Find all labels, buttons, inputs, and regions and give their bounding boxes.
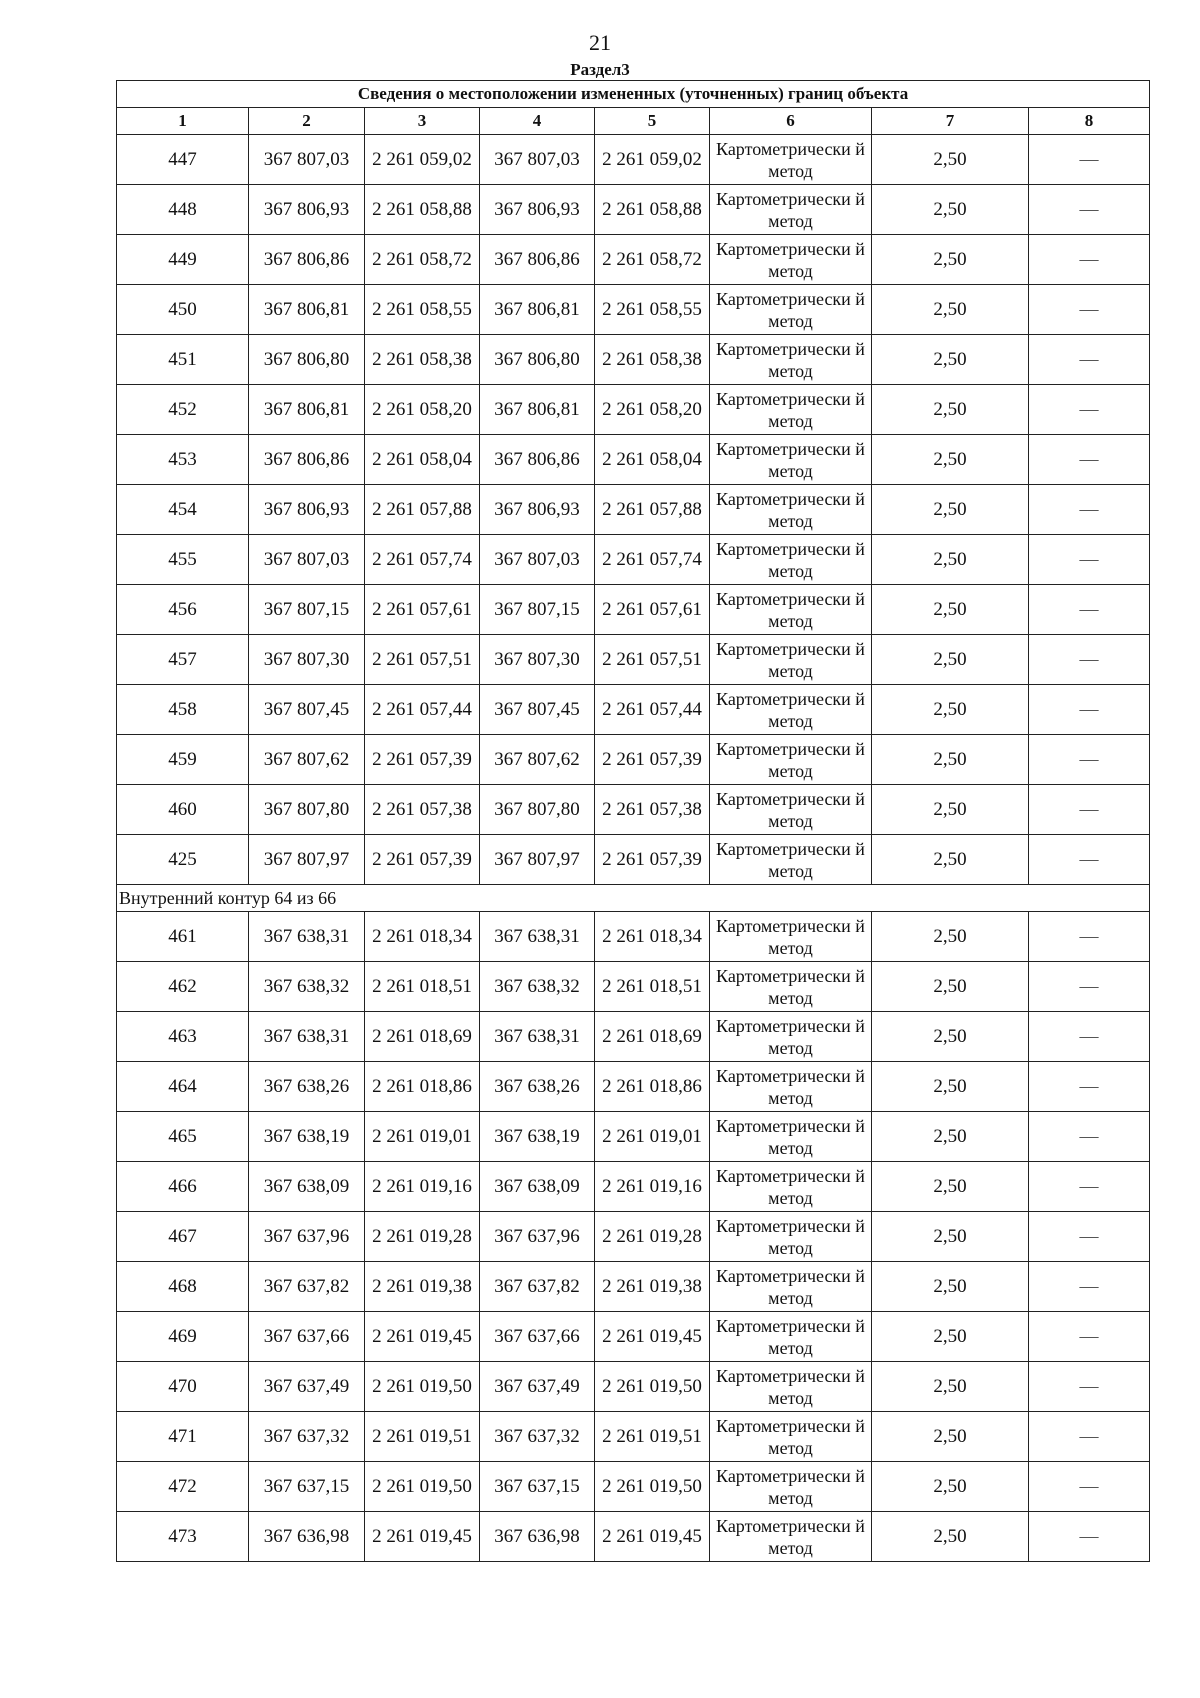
y-old-cell: 2 261 057,39 (365, 735, 480, 785)
note-cell: — (1029, 835, 1150, 885)
note-cell: — (1029, 685, 1150, 735)
accuracy-cell: 2,50 (872, 185, 1029, 235)
point-number-cell: 453 (117, 435, 249, 485)
y-old-cell: 2 261 057,51 (365, 635, 480, 685)
method-cell: Картометрически й метод (710, 1212, 872, 1262)
note-cell: — (1029, 535, 1150, 585)
y-new-cell: 2 261 057,38 (595, 785, 710, 835)
point-number-cell: 460 (117, 785, 249, 835)
x-new-cell: 367 806,81 (480, 385, 595, 435)
point-number-cell: 458 (117, 685, 249, 735)
y-new-cell: 2 261 057,88 (595, 485, 710, 535)
table-row (117, 285, 1150, 335)
accuracy-cell: 2,50 (872, 1312, 1029, 1362)
accuracy-cell: 2,50 (872, 285, 1029, 335)
column-number: 6 (710, 108, 872, 135)
note-cell: — (1029, 1162, 1150, 1212)
column-number: 1 (117, 108, 249, 135)
accuracy-cell: 2,50 (872, 135, 1029, 185)
x-old-cell: 367 807,15 (249, 585, 365, 635)
note-cell: — (1029, 235, 1150, 285)
table-row (117, 485, 1150, 535)
method-cell: Картометрически й метод (710, 962, 872, 1012)
note-cell: — (1029, 1062, 1150, 1112)
method-cell: Картометрически й метод (710, 735, 872, 785)
y-new-cell: 2 261 018,51 (595, 962, 710, 1012)
y-old-cell: 2 261 058,04 (365, 435, 480, 485)
x-new-cell: 367 807,45 (480, 685, 595, 735)
note-cell: — (1029, 962, 1150, 1012)
method-cell: Картометрически й метод (710, 1412, 872, 1462)
point-number-cell: 470 (117, 1362, 249, 1412)
note-cell: — (1029, 1362, 1150, 1412)
y-old-cell: 2 261 019,01 (365, 1112, 480, 1162)
accuracy-cell: 2,50 (872, 912, 1029, 962)
table-row (117, 835, 1150, 885)
table-row (117, 1312, 1150, 1362)
accuracy-cell: 2,50 (872, 785, 1029, 835)
accuracy-cell: 2,50 (872, 1512, 1029, 1562)
point-number-cell: 463 (117, 1012, 249, 1062)
x-new-cell: 367 807,62 (480, 735, 595, 785)
accuracy-cell: 2,50 (872, 635, 1029, 685)
point-number-cell: 461 (117, 912, 249, 962)
method-cell: Картометрически й метод (710, 385, 872, 435)
y-new-cell: 2 261 019,45 (595, 1512, 710, 1562)
y-old-cell: 2 261 057,39 (365, 835, 480, 885)
table-row (117, 1062, 1150, 1112)
accuracy-cell: 2,50 (872, 235, 1029, 285)
accuracy-cell: 2,50 (872, 1462, 1029, 1512)
note-cell: — (1029, 1012, 1150, 1062)
y-new-cell: 2 261 057,61 (595, 585, 710, 635)
x-old-cell: 367 807,62 (249, 735, 365, 785)
x-old-cell: 367 806,86 (249, 235, 365, 285)
point-number-cell: 449 (117, 235, 249, 285)
column-number: 5 (595, 108, 710, 135)
contour-row (117, 885, 1150, 912)
x-old-cell: 367 637,32 (249, 1412, 365, 1462)
table-row (117, 735, 1150, 785)
table-row (117, 235, 1150, 285)
y-new-cell: 2 261 019,51 (595, 1412, 710, 1462)
y-new-cell: 2 261 058,72 (595, 235, 710, 285)
note-cell: — (1029, 1462, 1150, 1512)
y-new-cell: 2 261 057,51 (595, 635, 710, 685)
table-row (117, 635, 1150, 685)
page-number: 21 (589, 30, 611, 55)
accuracy-cell: 2,50 (872, 585, 1029, 635)
y-new-cell: 2 261 019,50 (595, 1462, 710, 1512)
method-cell: Картометрически й метод (710, 1462, 872, 1512)
table-row (117, 1512, 1150, 1562)
y-new-cell: 2 261 057,39 (595, 835, 710, 885)
point-number-cell: 450 (117, 285, 249, 335)
y-old-cell: 2 261 058,20 (365, 385, 480, 435)
point-number-cell: 466 (117, 1162, 249, 1212)
x-new-cell: 367 638,31 (480, 1012, 595, 1062)
contour-label: Внутренний контур 64 из 66 (117, 885, 1150, 912)
x-new-cell: 367 806,86 (480, 435, 595, 485)
y-new-cell: 2 261 018,86 (595, 1062, 710, 1112)
method-cell: Картометрически й метод (710, 185, 872, 235)
x-old-cell: 367 806,93 (249, 185, 365, 235)
x-new-cell: 367 807,03 (480, 535, 595, 585)
x-new-cell: 367 806,81 (480, 285, 595, 335)
accuracy-cell: 2,50 (872, 435, 1029, 485)
y-old-cell: 2 261 018,86 (365, 1062, 480, 1112)
point-number-cell: 473 (117, 1512, 249, 1562)
y-new-cell: 2 261 019,16 (595, 1162, 710, 1212)
point-number-cell: 462 (117, 962, 249, 1012)
table-row (117, 1362, 1150, 1412)
y-old-cell: 2 261 057,38 (365, 785, 480, 835)
method-cell: Картометрически й метод (710, 1112, 872, 1162)
y-new-cell: 2 261 019,01 (595, 1112, 710, 1162)
y-new-cell: 2 261 057,39 (595, 735, 710, 785)
note-cell: — (1029, 912, 1150, 962)
column-number: 3 (365, 108, 480, 135)
note-cell: — (1029, 1512, 1150, 1562)
x-new-cell: 367 807,80 (480, 785, 595, 835)
accuracy-cell: 2,50 (872, 335, 1029, 385)
x-old-cell: 367 638,32 (249, 962, 365, 1012)
y-old-cell: 2 261 019,28 (365, 1212, 480, 1262)
y-old-cell: 2 261 057,61 (365, 585, 480, 635)
y-new-cell: 2 261 059,02 (595, 135, 710, 185)
x-old-cell: 367 636,98 (249, 1512, 365, 1562)
x-old-cell: 367 638,31 (249, 1012, 365, 1062)
accuracy-cell: 2,50 (872, 1412, 1029, 1462)
table-row (117, 1162, 1150, 1212)
x-new-cell: 367 637,15 (480, 1462, 595, 1512)
table-row (117, 1012, 1150, 1062)
x-old-cell: 367 637,15 (249, 1462, 365, 1512)
x-old-cell: 367 806,81 (249, 385, 365, 435)
y-old-cell: 2 261 057,88 (365, 485, 480, 535)
y-old-cell: 2 261 018,51 (365, 962, 480, 1012)
x-old-cell: 367 806,93 (249, 485, 365, 535)
accuracy-cell: 2,50 (872, 1362, 1029, 1412)
note-cell: — (1029, 735, 1150, 785)
y-old-cell: 2 261 058,72 (365, 235, 480, 285)
method-cell: Картометрически й метод (710, 785, 872, 835)
accuracy-cell: 2,50 (872, 962, 1029, 1012)
table-row (117, 435, 1150, 485)
method-cell: Картометрически й метод (710, 912, 872, 962)
point-number-cell: 455 (117, 535, 249, 585)
x-new-cell: 367 807,03 (480, 135, 595, 185)
x-old-cell: 367 637,82 (249, 1262, 365, 1312)
table-row (117, 1262, 1150, 1312)
note-cell: — (1029, 335, 1150, 385)
accuracy-cell: 2,50 (872, 1262, 1029, 1312)
method-cell: Картометрически й метод (710, 1012, 872, 1062)
x-new-cell: 367 638,19 (480, 1112, 595, 1162)
table-row (117, 185, 1150, 235)
y-old-cell: 2 261 019,45 (365, 1312, 480, 1362)
note-cell: — (1029, 785, 1150, 835)
table-row (117, 962, 1150, 1012)
x-old-cell: 367 806,80 (249, 335, 365, 385)
table-row (117, 1462, 1150, 1512)
y-new-cell: 2 261 058,55 (595, 285, 710, 335)
accuracy-cell: 2,50 (872, 385, 1029, 435)
x-old-cell: 367 638,19 (249, 1112, 365, 1162)
method-cell: Картометрически й метод (710, 535, 872, 585)
y-new-cell: 2 261 019,28 (595, 1212, 710, 1262)
x-old-cell: 367 638,09 (249, 1162, 365, 1212)
note-cell: — (1029, 635, 1150, 685)
table-row (117, 1112, 1150, 1162)
y-old-cell: 2 261 057,74 (365, 535, 480, 585)
y-old-cell: 2 261 057,44 (365, 685, 480, 735)
y-old-cell: 2 261 059,02 (365, 135, 480, 185)
y-new-cell: 2 261 018,69 (595, 1012, 710, 1062)
table-row (117, 535, 1150, 585)
x-old-cell: 367 637,49 (249, 1362, 365, 1412)
x-old-cell: 367 637,96 (249, 1212, 365, 1262)
y-new-cell: 2 261 058,88 (595, 185, 710, 235)
note-cell: — (1029, 185, 1150, 235)
x-new-cell: 367 638,26 (480, 1062, 595, 1112)
x-old-cell: 367 807,30 (249, 635, 365, 685)
y-new-cell: 2 261 057,44 (595, 685, 710, 735)
note-cell: — (1029, 435, 1150, 485)
x-new-cell: 367 807,15 (480, 585, 595, 635)
point-number-cell: 464 (117, 1062, 249, 1112)
x-new-cell: 367 637,66 (480, 1312, 595, 1362)
point-number-cell: 469 (117, 1312, 249, 1362)
table-row (117, 1412, 1150, 1462)
x-old-cell: 367 806,81 (249, 285, 365, 335)
accuracy-cell: 2,50 (872, 835, 1029, 885)
method-cell: Картометрически й метод (710, 835, 872, 885)
point-number-cell: 451 (117, 335, 249, 385)
method-cell: Картометрически й метод (710, 485, 872, 535)
note-cell: — (1029, 1412, 1150, 1462)
point-number-cell: 447 (117, 135, 249, 185)
y-old-cell: 2 261 019,45 (365, 1512, 480, 1562)
accuracy-cell: 2,50 (872, 1062, 1029, 1112)
table-row (117, 912, 1150, 962)
table-row (117, 1212, 1150, 1262)
accuracy-cell: 2,50 (872, 735, 1029, 785)
x-new-cell: 367 638,31 (480, 912, 595, 962)
x-new-cell: 367 637,32 (480, 1412, 595, 1462)
y-new-cell: 2 261 058,20 (595, 385, 710, 435)
method-cell: Картометрически й метод (710, 1512, 872, 1562)
column-number: 4 (480, 108, 595, 135)
table-title-row (117, 81, 1150, 108)
accuracy-cell: 2,50 (872, 1212, 1029, 1262)
accuracy-cell: 2,50 (872, 1162, 1029, 1212)
method-cell: Картометрически й метод (710, 435, 872, 485)
point-number-cell: 457 (117, 635, 249, 685)
method-cell: Картометрически й метод (710, 635, 872, 685)
method-cell: Картометрически й метод (710, 1312, 872, 1362)
point-number-cell: 471 (117, 1412, 249, 1462)
x-new-cell: 367 807,97 (480, 835, 595, 885)
method-cell: Картометрически й метод (710, 335, 872, 385)
method-cell: Картометрически й метод (710, 235, 872, 285)
y-new-cell: 2 261 019,38 (595, 1262, 710, 1312)
x-old-cell: 367 807,80 (249, 785, 365, 835)
point-number-cell: 425 (117, 835, 249, 885)
x-new-cell: 367 806,93 (480, 485, 595, 535)
y-old-cell: 2 261 019,50 (365, 1462, 480, 1512)
method-cell: Картометрически й метод (710, 1162, 872, 1212)
method-cell: Картометрически й метод (710, 285, 872, 335)
column-number: 7 (872, 108, 1029, 135)
accuracy-cell: 2,50 (872, 1112, 1029, 1162)
table-row (117, 585, 1150, 635)
point-number-cell: 472 (117, 1462, 249, 1512)
coordinates-table (116, 80, 1150, 1562)
x-new-cell: 367 638,09 (480, 1162, 595, 1212)
x-old-cell: 367 807,97 (249, 835, 365, 885)
accuracy-cell: 2,50 (872, 685, 1029, 735)
table-row (117, 335, 1150, 385)
column-number: 2 (249, 108, 365, 135)
y-old-cell: 2 261 058,38 (365, 335, 480, 385)
note-cell: — (1029, 385, 1150, 435)
method-cell: Картометрически й метод (710, 1062, 872, 1112)
x-new-cell: 367 637,82 (480, 1262, 595, 1312)
table-title: Сведения о местоположении измененных (уточненных) границ объекта (117, 81, 1150, 108)
x-old-cell: 367 638,26 (249, 1062, 365, 1112)
x-old-cell: 367 807,45 (249, 685, 365, 735)
table-row (117, 685, 1150, 735)
table-row (117, 385, 1150, 435)
x-old-cell: 367 807,03 (249, 535, 365, 585)
x-new-cell: 367 638,32 (480, 962, 595, 1012)
method-cell: Картометрически й метод (710, 585, 872, 635)
point-number-cell: 456 (117, 585, 249, 635)
table-row (117, 785, 1150, 835)
method-cell: Картометрически й метод (710, 1262, 872, 1312)
x-old-cell: 367 807,03 (249, 135, 365, 185)
x-old-cell: 367 637,66 (249, 1312, 365, 1362)
y-old-cell: 2 261 019,16 (365, 1162, 480, 1212)
table-body (117, 135, 1150, 1562)
x-old-cell: 367 806,86 (249, 435, 365, 485)
y-new-cell: 2 261 019,45 (595, 1312, 710, 1362)
point-number-cell: 452 (117, 385, 249, 435)
method-cell: Картометрически й метод (710, 1362, 872, 1412)
accuracy-cell: 2,50 (872, 1012, 1029, 1062)
table-row (117, 135, 1150, 185)
y-old-cell: 2 261 019,50 (365, 1362, 480, 1412)
note-cell: — (1029, 135, 1150, 185)
point-number-cell: 448 (117, 185, 249, 235)
x-new-cell: 367 806,80 (480, 335, 595, 385)
note-cell: — (1029, 1212, 1150, 1262)
column-number-row (117, 108, 1150, 135)
y-old-cell: 2 261 018,34 (365, 912, 480, 962)
y-old-cell: 2 261 058,55 (365, 285, 480, 335)
x-new-cell: 367 807,30 (480, 635, 595, 685)
x-old-cell: 367 638,31 (249, 912, 365, 962)
accuracy-cell: 2,50 (872, 535, 1029, 585)
note-cell: — (1029, 285, 1150, 335)
accuracy-cell: 2,50 (872, 485, 1029, 535)
y-new-cell: 2 261 057,74 (595, 535, 710, 585)
x-new-cell: 367 636,98 (480, 1512, 595, 1562)
y-old-cell: 2 261 018,69 (365, 1012, 480, 1062)
note-cell: — (1029, 485, 1150, 535)
method-cell: Картометрически й метод (710, 135, 872, 185)
note-cell: — (1029, 585, 1150, 635)
y-old-cell: 2 261 058,88 (365, 185, 480, 235)
y-new-cell: 2 261 058,04 (595, 435, 710, 485)
x-new-cell: 367 806,93 (480, 185, 595, 235)
y-new-cell: 2 261 019,50 (595, 1362, 710, 1412)
point-number-cell: 468 (117, 1262, 249, 1312)
point-number-cell: 459 (117, 735, 249, 785)
section-label: Раздел3 (570, 60, 630, 79)
point-number-cell: 465 (117, 1112, 249, 1162)
x-new-cell: 367 637,49 (480, 1362, 595, 1412)
column-number: 8 (1029, 108, 1150, 135)
point-number-cell: 454 (117, 485, 249, 535)
y-new-cell: 2 261 018,34 (595, 912, 710, 962)
note-cell: — (1029, 1112, 1150, 1162)
method-cell: Картометрически й метод (710, 685, 872, 735)
x-new-cell: 367 637,96 (480, 1212, 595, 1262)
note-cell: — (1029, 1312, 1150, 1362)
note-cell: — (1029, 1262, 1150, 1312)
y-new-cell: 2 261 058,38 (595, 335, 710, 385)
point-number-cell: 467 (117, 1212, 249, 1262)
x-new-cell: 367 806,86 (480, 235, 595, 285)
y-old-cell: 2 261 019,38 (365, 1262, 480, 1312)
y-old-cell: 2 261 019,51 (365, 1412, 480, 1462)
